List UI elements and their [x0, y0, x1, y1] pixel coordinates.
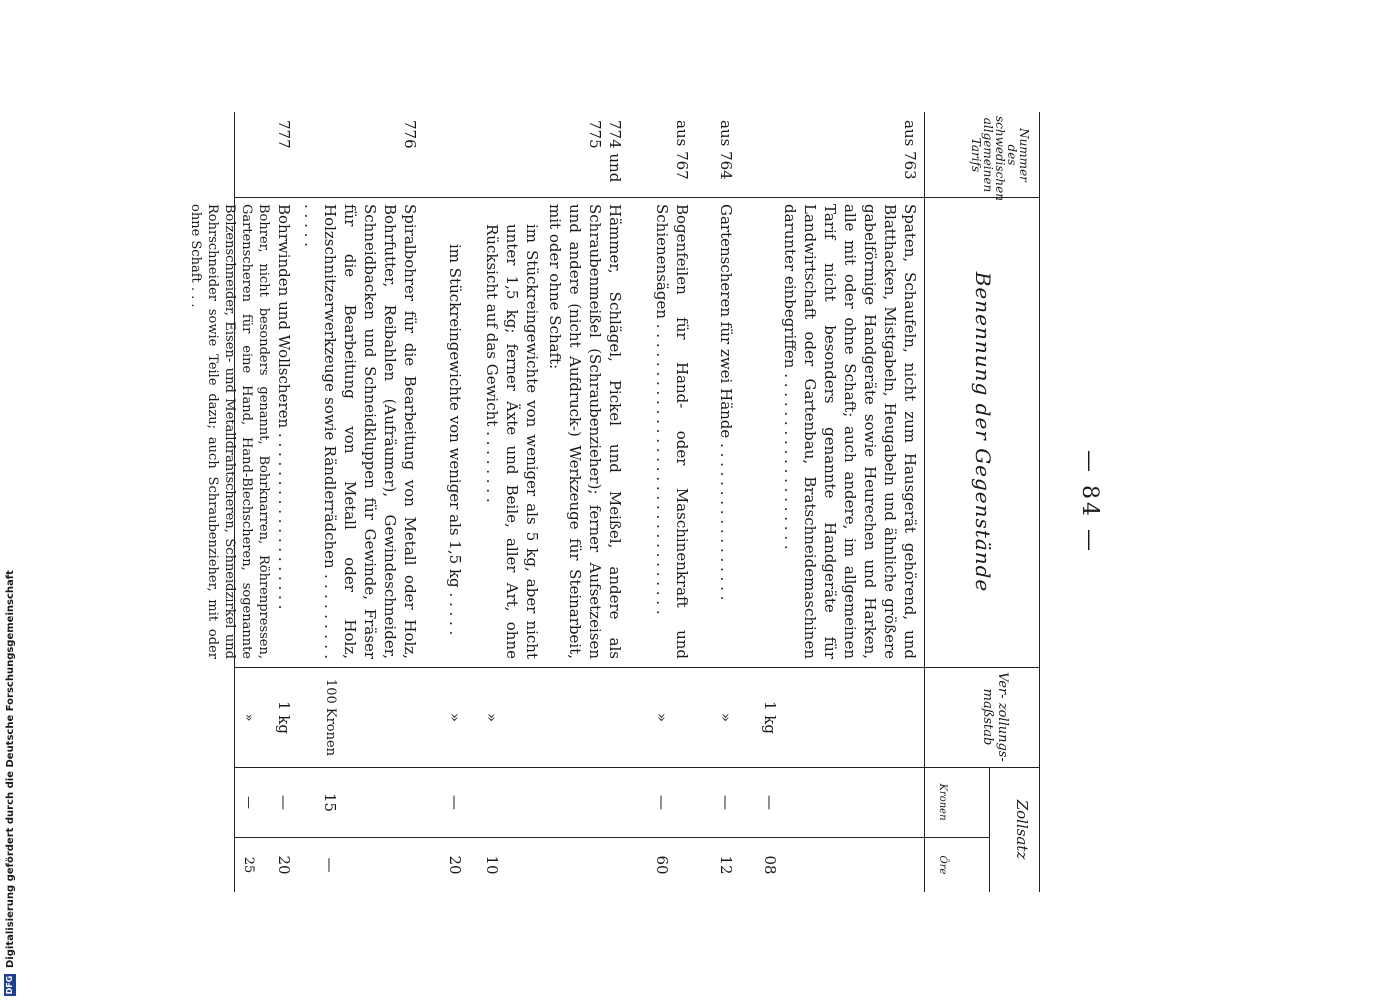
row-unit: 100 Kronen	[323, 678, 338, 757]
row-kronen: —	[241, 796, 256, 809]
col-divider-number	[235, 197, 1040, 198]
row-kronen: —	[761, 795, 779, 810]
row-number: aus 763	[901, 120, 919, 180]
row-unit: 1 kg	[761, 700, 779, 734]
row-number: aus 767	[673, 120, 691, 180]
col-divider-desc	[235, 667, 1040, 668]
table-top-rule	[1039, 112, 1040, 892]
row-number: 776	[401, 120, 419, 149]
row-oere: 25	[241, 856, 256, 874]
row-sub-description: im Stückreingewichte von weniger als 5 kg, aber nicht unter 1,5 kg; ferner Äxte und Beile, aller Art, ohne Rücksicht auf das Gewicht . . . . . . . .	[483, 224, 541, 659]
row-description: Hämmer, Schlägel, Pickel und Meißel, andere als Schraubenmeißel (Schraubenzieher); ferner Aufsetzeisen und andere (nicht Aufdruck-) Werkzeuge für Steinarbeit, mit oder ohne Schaft:	[546, 204, 624, 659]
row-oere: 12	[717, 855, 735, 875]
document-page	[188, 112, 1120, 892]
row-oere: 10	[483, 855, 501, 875]
header-oere: Öre	[937, 855, 948, 875]
header-unit: Ver- zollungs- maßstab	[980, 672, 1010, 762]
header-designation: Benennung der Gegenstände	[971, 271, 995, 593]
credit-text: Digitalisierung gefördert durch die Deutsche Forschungsgemeinschaft	[4, 570, 16, 968]
row-unit: »	[241, 713, 256, 722]
row-unit: »	[483, 712, 501, 723]
row-oere: 20	[446, 855, 464, 875]
row-description: Bogenfeilen für Hand- oder Maschinenkraft und Schienensägen . . . . . . . . . . . . . . . . . . . . . . . . . . . . . . .	[653, 204, 691, 659]
row-unit: »	[653, 712, 671, 723]
header-duty: Zollsatz	[1013, 799, 1031, 860]
header-number: Nummer des schwedischen allgemeinen Tarifs	[969, 116, 1031, 201]
row-unit: »	[446, 712, 464, 723]
row-oere: 08	[761, 855, 779, 875]
row-number: 777	[275, 120, 293, 149]
duty-header-rule	[989, 767, 990, 892]
row-description: Spaten, Schaufeln, nicht zum Hausgerät gehörend, und Blatthacken, Mistgabeln, Heugabeln und ähnliche größere gabelförmige Handgeräte sowie Heurechen und Harken, alle mit oder ohne Schaft; auch andere, im allgemeinen Tarif nicht besonders genannte Handgeräte für Landwirtschaft oder Gartenbau, Bratschneidemaschinen darunter einbegriffen . . . . . . . . . . . . . . . . . . .	[781, 204, 919, 659]
row-number: aus 764	[717, 120, 735, 180]
row-description: Spiralbohrer für die Bearbeitung von Metall oder Holz, Bohrfutter, Reibahlen (Aufräumer), Gewindeschneider, Schneidbacken und Schneidkluppen für Gewinde, Fräser für die Bearbeitung von Metall oder Holz, Holzschnitzerwerkzeuge sowie Rändlerrädchen . . . . . . . . . . . . . .	[301, 204, 419, 659]
dfg-logo: DFG	[5, 975, 14, 995]
row-sub-description: im Stückreingewichte von weniger als 1,5 kg . . . . .	[446, 244, 464, 636]
row-kronen: —	[446, 795, 464, 810]
header-kronen: Kronen	[937, 783, 948, 821]
page-number: — 84 —	[1077, 450, 1102, 554]
row-unit: »	[717, 712, 735, 723]
row-oere: 60	[653, 855, 671, 875]
col-divider-kronen	[235, 837, 990, 838]
header-bottom-rule	[924, 112, 925, 892]
row-description: Gartenscheren für zwei Hände . . . . . . . . . . . . . . . . .	[717, 204, 735, 601]
row-kronen: —	[653, 795, 671, 810]
col-divider-unit	[235, 767, 1040, 768]
row-kronen: —	[717, 795, 735, 810]
row-oere: 20	[275, 855, 293, 875]
row-number: 774 und 775	[586, 120, 624, 183]
row-oere: —	[321, 857, 339, 873]
row-unit: 1 kg	[275, 700, 293, 734]
row-description: Bohrer, nicht besonders genannt, Bohrknarren, Röhrenpressen, Gartenscheren für eine Hand, Hand-Blechscheren, sogenannte Bolzenschneider, Eisen- und Metalldrahtscheren, Schneidzirkel und Rohrschneider sowie Teile dazu; auch Schraubenzieher, mit oder ohne Schaft . . .	[188, 204, 271, 659]
digitization-credit	[2, 296, 22, 996]
row-description: Bohrwinden und Wollscheren . . . . . . . . . . . . . . . . . . .	[275, 204, 293, 610]
row-kronen: —	[275, 795, 293, 810]
row-kronen: 15	[321, 792, 339, 813]
